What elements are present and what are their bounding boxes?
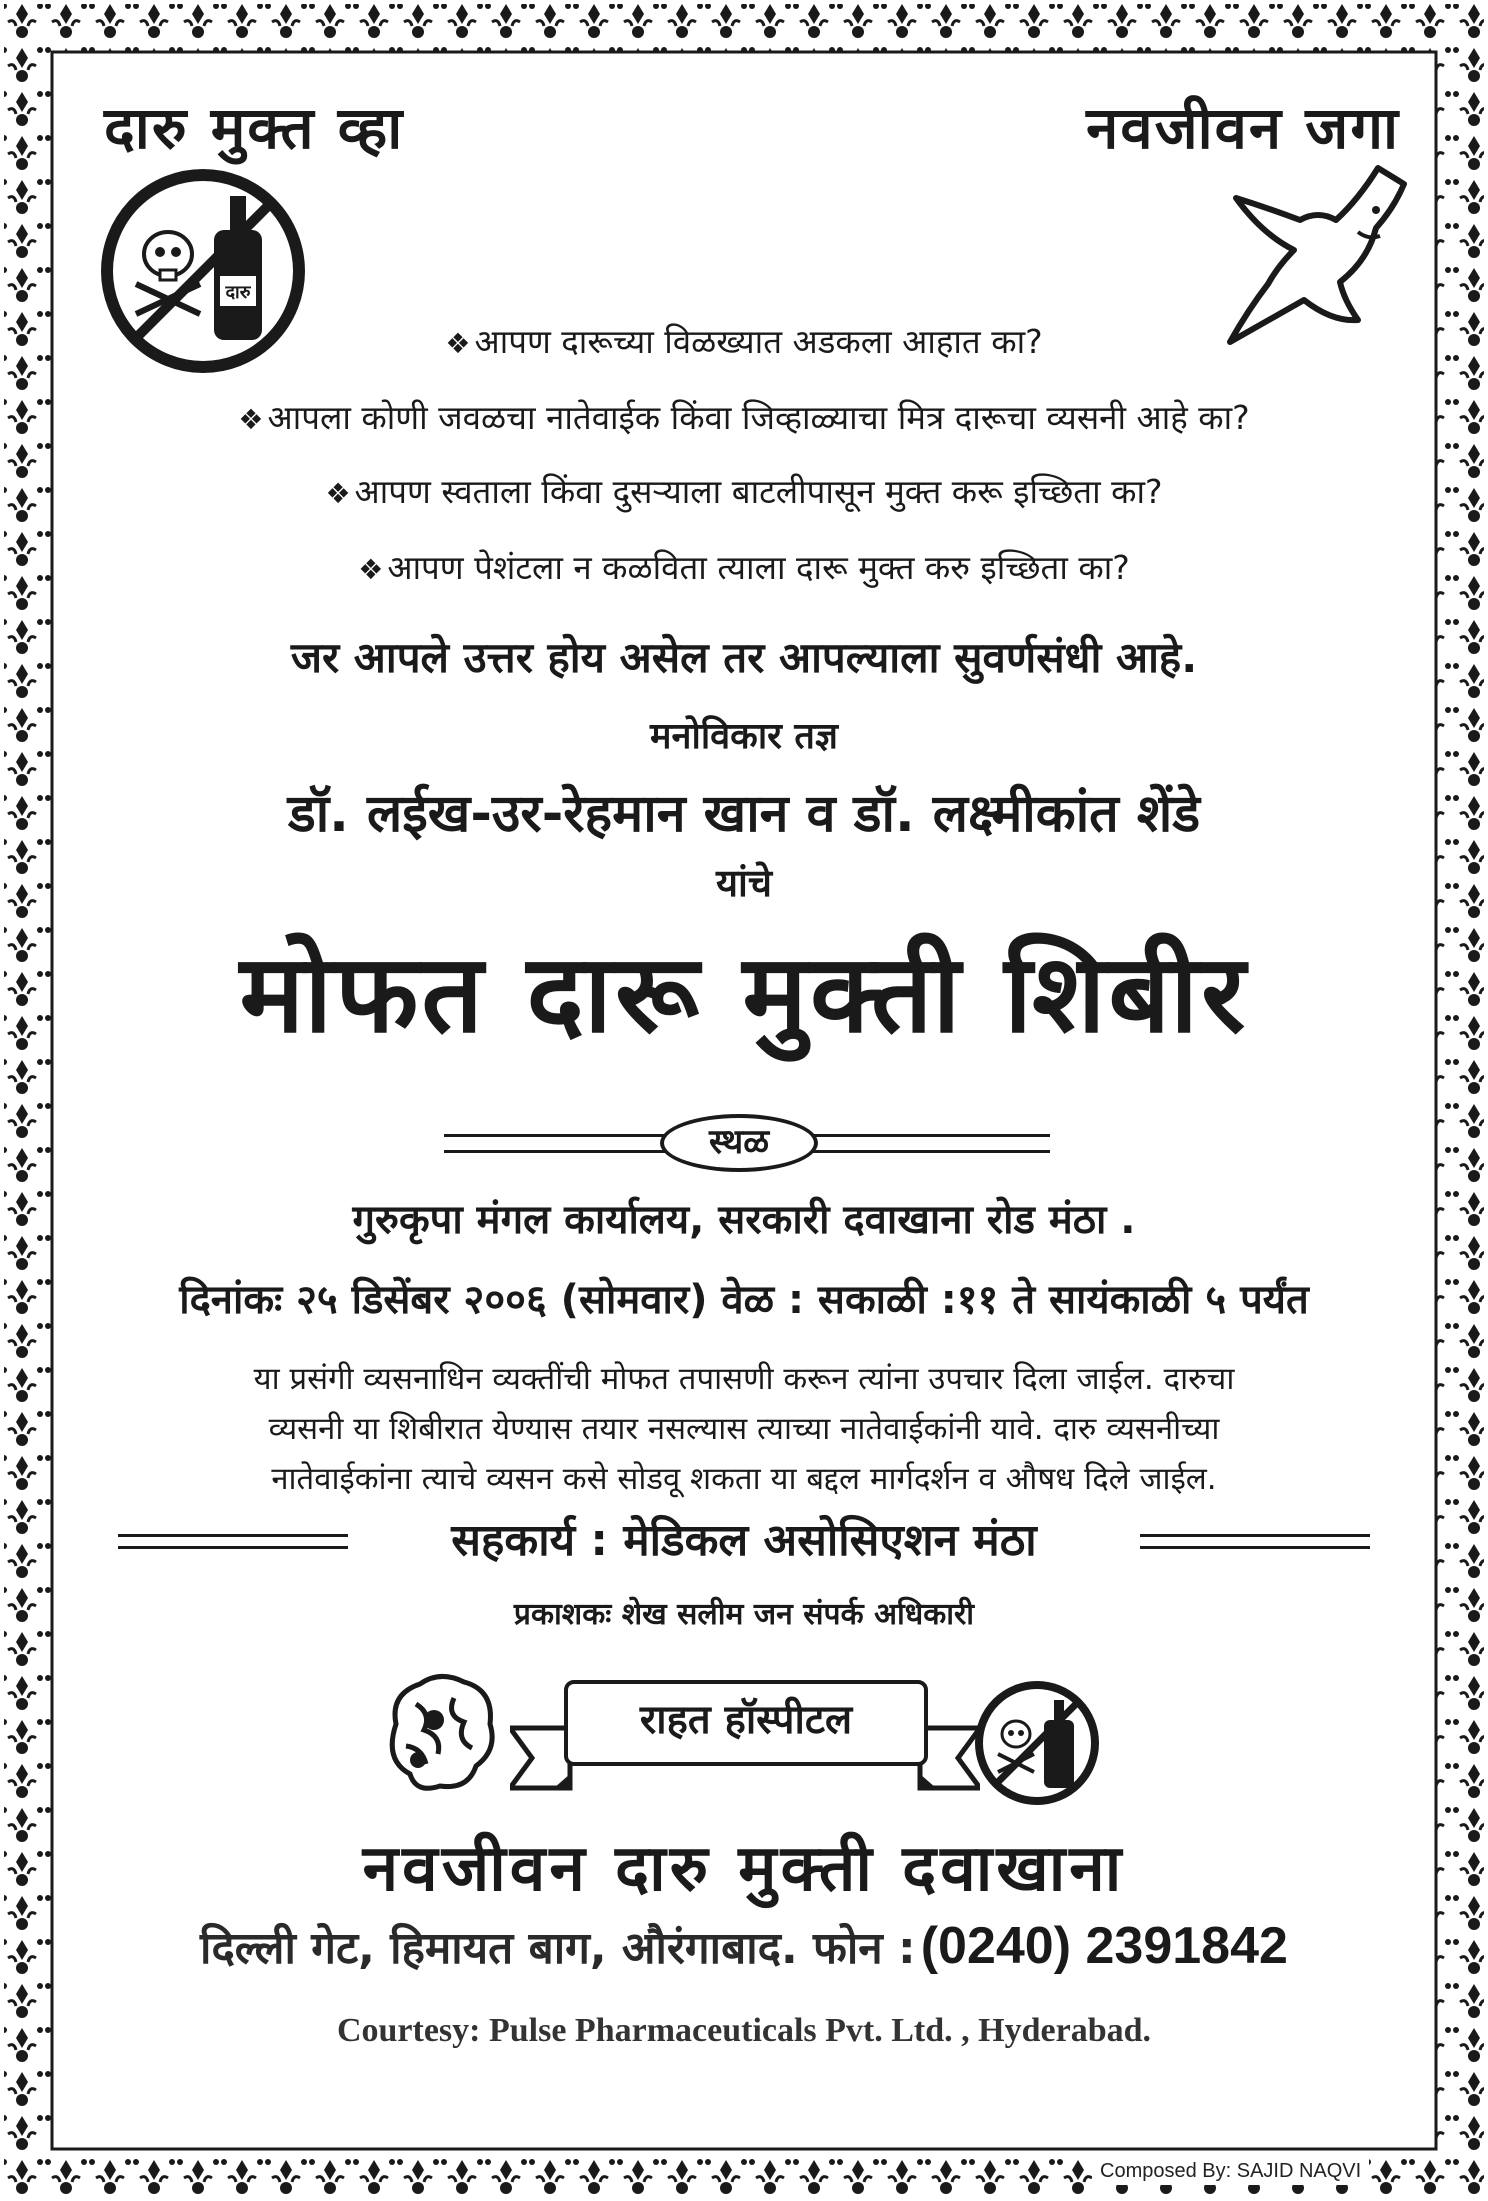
question-4: ❖ आपण पेशंटला न कळविता त्याला दारू मुक्त करु इच्छिता का? (358, 548, 1130, 587)
bullet-icon: ❖ (238, 403, 264, 436)
sponsor-line: सहकार्य : मेडिकल असोसिएशन मंठा (451, 1515, 1037, 1566)
main-title: मोफत दारू मुक्ती शिबीर (239, 931, 1249, 1057)
svg-text:दारु: दारु (225, 282, 251, 303)
bullet-icon: ❖ (445, 327, 471, 360)
phone-number: (0240) 2391842 (920, 1917, 1288, 1975)
golden-opportunity-line: जर आपले उत्तर होय असेल तर आपल्याला सुवर्णसंधी आहे. (290, 633, 1198, 682)
skull-crossbones-icon (1002, 1721, 1030, 1747)
hospital-name-banner: राहत हॉस्पीटल (564, 1680, 928, 1766)
question-1: ❖ आपण दारूच्या विळख्यात अडकला आहात का? (445, 322, 1043, 361)
yanche-label: यांचे (715, 861, 772, 905)
publisher-line: प्रकाशकः शेख सलीम जन संपर्क अधिकारी (513, 1597, 975, 1632)
poster-content (58, 58, 1430, 2143)
sthal-label: स्थळ (660, 1114, 818, 1172)
composed-by: Composed By: SAJID NAQVI (1092, 2158, 1369, 2185)
description-line-1: या प्रसंगी व्यसनाधिन व्यक्तींची मोफत तपासणी करून त्यांना उपचार दिला जाईल. दारुचा (253, 1361, 1235, 1397)
bullet-icon: ❖ (325, 477, 351, 510)
question-3: ❖ आपण स्वताला किंवा दुसऱ्याला बाटलीपासून मुक्त करू इच्छिता का? (325, 472, 1163, 511)
description-paragraph (78, 1354, 1410, 1504)
slogan-left: दारु मुक्त व्हा (104, 94, 405, 162)
description-line-3: नातेवाईकांना त्याचे व्यसन कसे सोडवू शकता या बद्दल मार्गदर्शन व औषध दिले जाईल. (271, 1461, 1217, 1497)
bullet-icon: ❖ (358, 553, 384, 586)
courtesy-line: Courtesy: Pulse Pharmaceuticals Pvt. Ltd. , Hyderabad. (336, 2012, 1152, 2049)
doctors-names: डॉ. लईख-उर-रेहमान खान व डॉ. लक्ष्मीकांत शेंडे (287, 784, 1201, 844)
brain-icon (376, 1664, 506, 1804)
slogan-right: नवजीवन जगा (1086, 94, 1400, 162)
clinic-name: नवजीवन दारु मुक्ती दवाखाना (362, 1832, 1126, 1906)
small-no-alcohol-icon (972, 1678, 1102, 1808)
specialist-tagline: मनोविकार तज्ञ (650, 716, 838, 757)
description-line-2: व्यसनी या शिबीरात येण्यास तयार नसल्यास त्याच्या नातेवाईकांनी यावे. दारु व्यसनीच्या (268, 1411, 1220, 1447)
question-2: ❖ आपला कोणी जवळचा नातेवाईक किंवा जिव्हाळ्याचा मित्र दारूचा व्यसनी आहे का? (238, 398, 1250, 437)
venue: गुरुकृपा मंगल कार्यालय, सरकारी दवाखाना रोड मंठा . (352, 1197, 1136, 1243)
date-time-line: दिनांकः २५ डिसेंबर २००६ (सोमवार) वेळ : सकाळी :११ ते सायंकाळी ५ पर्यंत (179, 1277, 1309, 1323)
address-text: दिल्ली गेट, हिमायत बाग, औरंगाबाद. फोन : (200, 1923, 916, 1974)
address-line (58, 1916, 1430, 1976)
